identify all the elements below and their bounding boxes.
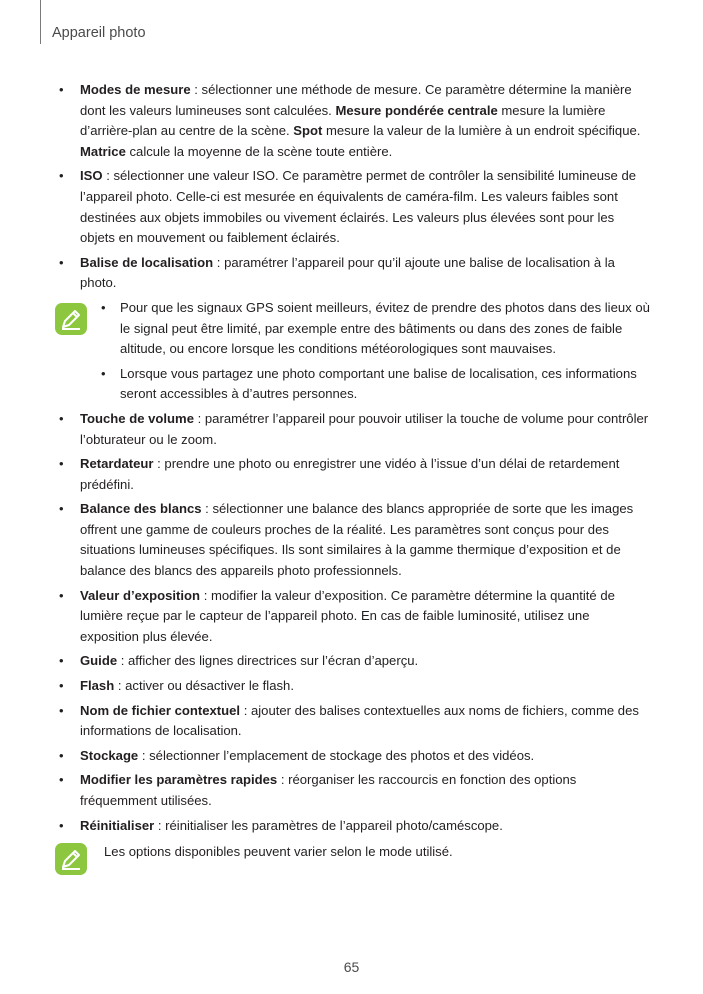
item-text: : afficher des lignes directrices sur l’écran d’aperçu. bbox=[117, 653, 419, 669]
note-item-text: Pour que les signaux GPS soient meilleurs, évitez de prendre des photos dans des lieux où le signal peut être limité, par exemple entre des bâtiments ou dans des zones de faible altitude, ou encore lorsque les conditions météorologiques sont mauvaises. bbox=[120, 299, 650, 357]
list-item bbox=[0, 166, 703, 248]
list-item bbox=[0, 80, 703, 162]
note-list bbox=[0, 298, 703, 405]
bullet: • bbox=[59, 168, 64, 184]
item-text: : prendre une photo ou enregistrer une vidéo à l’issue d’un délai de retardement prédéfini. bbox=[80, 456, 620, 492]
item-term: Balise de localisation bbox=[80, 254, 214, 270]
list-item bbox=[0, 409, 703, 450]
list-item bbox=[0, 701, 703, 742]
list-item bbox=[0, 454, 703, 495]
item-term: Balance des blancs bbox=[80, 501, 202, 517]
list-item bbox=[0, 770, 703, 811]
note-item bbox=[0, 298, 703, 360]
item-text: calcule la moyenne de la scène toute entière. bbox=[125, 143, 393, 159]
note-item-text: Lorsque vous partagez une photo comportant une balise de localisation, ces informations seront accessibles à d’autres personnes. bbox=[120, 365, 637, 402]
list-item bbox=[0, 586, 703, 648]
list-item bbox=[0, 499, 703, 581]
item-text: : paramétrer l’appareil pour qu’il ajoute une balise de localisation à la photo. bbox=[80, 254, 615, 291]
item-text: mesure la valeur de la lumière à un endroit spécifique. bbox=[322, 123, 641, 139]
item-term: Flash bbox=[80, 678, 115, 694]
bullet: • bbox=[59, 702, 64, 718]
bullet: • bbox=[101, 365, 106, 381]
bullet: • bbox=[59, 653, 64, 669]
bullet: • bbox=[59, 410, 64, 426]
bullet: • bbox=[59, 747, 64, 763]
list-item bbox=[0, 816, 703, 837]
page-content bbox=[0, 80, 703, 880]
item-term: Nom de fichier contextuel bbox=[80, 702, 241, 718]
bullet: • bbox=[59, 501, 64, 517]
item-text: : sélectionner une valeur ISO. Ce paramètre permet de contrôler la sensibilité lumineuse de l’appareil photo. Celle-ci est mesurée en équivalents de caméra-film. Les valeurs faibles sont destinées aux objets immobiles ou vivement éclairés. Les valeurs plus élevées sont pour les objets en mouvement ou faiblement éclairés. bbox=[80, 168, 637, 246]
item-term: Modes de mesure bbox=[80, 82, 191, 97]
bullet: • bbox=[59, 772, 64, 788]
item-term: Valeur d’exposition bbox=[80, 587, 201, 603]
item-term: ISO bbox=[80, 168, 103, 184]
note-text: Les options disponibles peuvent varier selon le mode utilisé. bbox=[104, 844, 453, 860]
item-term: Retardateur bbox=[80, 456, 154, 472]
item-term: Réinitialiser bbox=[80, 817, 155, 833]
list-item bbox=[0, 253, 703, 294]
item-text: : paramétrer l’appareil pour pouvoir utiliser la touche de volume pour contrôler l’obturateur ou le zoom. bbox=[80, 410, 649, 447]
item-text: mesure la lumière d’arrière-plan au centre de la scène. bbox=[80, 102, 606, 139]
item-text: : réorganiser les raccourcis en fonction des options fréquemment utilisées. bbox=[80, 772, 577, 808]
note-block bbox=[0, 298, 703, 405]
item-keyword: Matrice bbox=[80, 143, 126, 159]
bullet: • bbox=[59, 817, 64, 833]
item-text: : sélectionner une méthode de mesure. Ce paramètre détermine la manière dont les valeurs lumineuses sont calculées. bbox=[80, 82, 632, 118]
list-item bbox=[0, 651, 703, 672]
settings-list-top bbox=[0, 80, 703, 294]
item-keyword: Mesure pondérée centrale bbox=[335, 102, 498, 118]
item-term: Touche de volume bbox=[80, 410, 194, 426]
list-item bbox=[0, 746, 703, 767]
item-text: : sélectionner une balance des blancs appropriée de sorte que les images offrent une gamme de couleurs proches de la réalité. Les paramètres sont conçus pour des situations lumineuses spécifiques. Ils sont similaires à la gamme thermique d’exposition et de balance des blancs des appareils photo professionnels. bbox=[80, 501, 634, 579]
bullet: • bbox=[59, 587, 64, 603]
list-item bbox=[0, 676, 703, 697]
item-text: : ajouter des balises contextuelles aux noms de fichiers, comme des informations de localisation. bbox=[80, 702, 639, 739]
bullet: • bbox=[59, 456, 64, 472]
header-rule bbox=[40, 0, 41, 44]
item-term: Modifier les paramètres rapides bbox=[80, 772, 278, 788]
item-term: Stockage bbox=[80, 747, 139, 763]
bullet: • bbox=[59, 254, 64, 270]
page-header: Appareil photo bbox=[52, 25, 146, 41]
bullet: • bbox=[101, 299, 106, 315]
note-icon bbox=[54, 842, 88, 876]
settings-list-bottom bbox=[0, 409, 703, 836]
bullet: • bbox=[59, 82, 64, 97]
item-text: : activer ou désactiver le flash. bbox=[114, 678, 294, 694]
item-text: : sélectionner l’emplacement de stockage des photos et des vidéos. bbox=[138, 747, 535, 763]
note-item bbox=[0, 364, 703, 405]
item-text: : modifier la valeur d’exposition. Ce paramètre détermine la quantité de lumière reçue par le capteur de l’appareil photo. En cas de faible luminosité, utilisez une exposition plus élevée. bbox=[80, 587, 615, 644]
item-term: Guide bbox=[80, 653, 118, 669]
page-number: 65 bbox=[343, 959, 360, 975]
note-block-2 bbox=[0, 840, 703, 880]
bullet: • bbox=[59, 678, 64, 694]
item-keyword: Spot bbox=[293, 123, 323, 139]
item-text: : réinitialiser les paramètres de l’appareil photo/caméscope. bbox=[154, 817, 503, 833]
